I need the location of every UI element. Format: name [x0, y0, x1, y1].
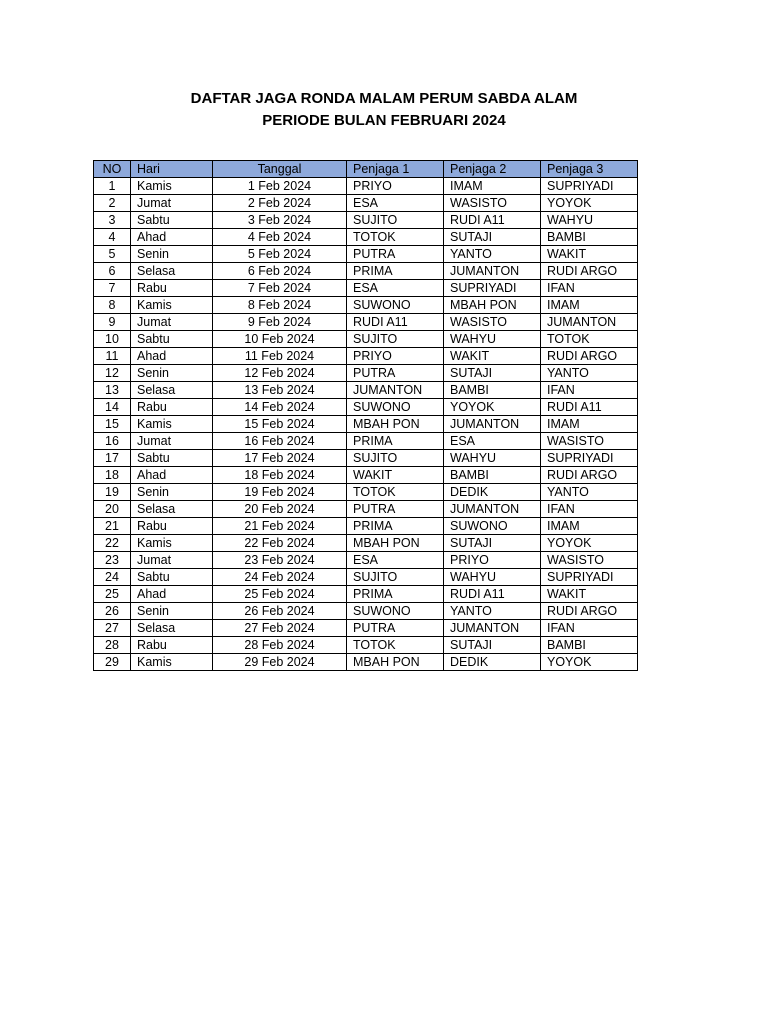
- cell-tanggal: 16 Feb 2024: [213, 433, 347, 450]
- cell-penjaga-1: PRIMA: [347, 433, 444, 450]
- table-row: [94, 280, 638, 297]
- cell-penjaga-2: DEDIK: [444, 654, 541, 671]
- cell-hari: Sabtu: [131, 569, 213, 586]
- cell-no: 28: [94, 637, 131, 654]
- cell-penjaga-2: RUDI A11: [444, 212, 541, 229]
- cell-penjaga-2: DEDIK: [444, 484, 541, 501]
- cell-penjaga-2: YANTO: [444, 246, 541, 263]
- roster-table-body: [94, 178, 638, 671]
- cell-hari: Senin: [131, 365, 213, 382]
- table-row: [94, 178, 638, 195]
- cell-no: 3: [94, 212, 131, 229]
- cell-penjaga-3: YANTO: [541, 365, 638, 382]
- cell-no: 8: [94, 297, 131, 314]
- table-row: [94, 229, 638, 246]
- cell-tanggal: 23 Feb 2024: [213, 552, 347, 569]
- cell-penjaga-1: PRIYO: [347, 348, 444, 365]
- cell-no: 19: [94, 484, 131, 501]
- cell-no: 25: [94, 586, 131, 603]
- cell-penjaga-3: WASISTO: [541, 552, 638, 569]
- cell-hari: Kamis: [131, 654, 213, 671]
- table-row: [94, 348, 638, 365]
- cell-hari: Kamis: [131, 416, 213, 433]
- cell-tanggal: 22 Feb 2024: [213, 535, 347, 552]
- cell-no: 11: [94, 348, 131, 365]
- cell-tanggal: 12 Feb 2024: [213, 365, 347, 382]
- cell-hari: Selasa: [131, 501, 213, 518]
- cell-penjaga-3: YOYOK: [541, 654, 638, 671]
- cell-no: 27: [94, 620, 131, 637]
- cell-hari: Ahad: [131, 467, 213, 484]
- table-row: [94, 246, 638, 263]
- table-row: [94, 586, 638, 603]
- table-row: [94, 637, 638, 654]
- cell-penjaga-1: TOTOK: [347, 484, 444, 501]
- cell-penjaga-3: IMAM: [541, 416, 638, 433]
- cell-penjaga-1: SUWONO: [347, 399, 444, 416]
- table-row: [94, 501, 638, 518]
- cell-penjaga-3: JUMANTON: [541, 314, 638, 331]
- cell-no: 29: [94, 654, 131, 671]
- cell-hari: Jumat: [131, 314, 213, 331]
- cell-penjaga-3: RUDI A11: [541, 399, 638, 416]
- cell-penjaga-1: PRIYO: [347, 178, 444, 195]
- cell-tanggal: 4 Feb 2024: [213, 229, 347, 246]
- cell-tanggal: 9 Feb 2024: [213, 314, 347, 331]
- cell-tanggal: 8 Feb 2024: [213, 297, 347, 314]
- document-subtitle: PERIODE BULAN FEBRUARI 2024: [262, 112, 506, 129]
- cell-penjaga-1: PUTRA: [347, 620, 444, 637]
- cell-tanggal: 7 Feb 2024: [213, 280, 347, 297]
- cell-hari: Jumat: [131, 552, 213, 569]
- cell-penjaga-2: PRIYO: [444, 552, 541, 569]
- cell-penjaga-3: SUPRIYADI: [541, 178, 638, 195]
- table-row: [94, 195, 638, 212]
- cell-penjaga-2: WAKIT: [444, 348, 541, 365]
- cell-penjaga-3: SUPRIYADI: [541, 450, 638, 467]
- cell-hari: Rabu: [131, 518, 213, 535]
- cell-penjaga-2: SUPRIYADI: [444, 280, 541, 297]
- cell-penjaga-2: YANTO: [444, 603, 541, 620]
- table-row: [94, 620, 638, 637]
- table-row: [94, 654, 638, 671]
- cell-penjaga-1: RUDI A11: [347, 314, 444, 331]
- cell-tanggal: 11 Feb 2024: [213, 348, 347, 365]
- cell-penjaga-2: WAHYU: [444, 569, 541, 586]
- cell-hari: Rabu: [131, 637, 213, 654]
- cell-penjaga-1: PUTRA: [347, 501, 444, 518]
- table-row: [94, 382, 638, 399]
- table-row: [94, 263, 638, 280]
- cell-hari: Selasa: [131, 620, 213, 637]
- header-penjaga-1: Penjaga 1: [347, 161, 444, 178]
- cell-tanggal: 18 Feb 2024: [213, 467, 347, 484]
- table-row: [94, 212, 638, 229]
- cell-hari: Kamis: [131, 535, 213, 552]
- cell-hari: Kamis: [131, 297, 213, 314]
- table-row: [94, 297, 638, 314]
- cell-hari: Ahad: [131, 229, 213, 246]
- cell-penjaga-3: SUPRIYADI: [541, 569, 638, 586]
- header-penjaga-3: Penjaga 3: [541, 161, 638, 178]
- cell-penjaga-3: WAKIT: [541, 246, 638, 263]
- cell-tanggal: 17 Feb 2024: [213, 450, 347, 467]
- cell-penjaga-2: BAMBI: [444, 467, 541, 484]
- cell-hari: Selasa: [131, 263, 213, 280]
- cell-tanggal: 26 Feb 2024: [213, 603, 347, 620]
- cell-no: 4: [94, 229, 131, 246]
- cell-no: 9: [94, 314, 131, 331]
- cell-penjaga-1: SUJITO: [347, 212, 444, 229]
- cell-tanggal: 10 Feb 2024: [213, 331, 347, 348]
- header-penjaga-2: Penjaga 2: [444, 161, 541, 178]
- cell-hari: Rabu: [131, 280, 213, 297]
- cell-penjaga-2: BAMBI: [444, 382, 541, 399]
- cell-no: 18: [94, 467, 131, 484]
- roster-table-header: [94, 161, 638, 178]
- cell-penjaga-3: YANTO: [541, 484, 638, 501]
- cell-penjaga-1: SUJITO: [347, 569, 444, 586]
- table-row: [94, 416, 638, 433]
- cell-tanggal: 2 Feb 2024: [213, 195, 347, 212]
- cell-penjaga-1: TOTOK: [347, 229, 444, 246]
- cell-hari: Rabu: [131, 399, 213, 416]
- cell-no: 7: [94, 280, 131, 297]
- cell-penjaga-3: RUDI ARGO: [541, 263, 638, 280]
- cell-no: 10: [94, 331, 131, 348]
- table-row: [94, 484, 638, 501]
- cell-no: 13: [94, 382, 131, 399]
- cell-penjaga-2: JUMANTON: [444, 501, 541, 518]
- cell-no: 12: [94, 365, 131, 382]
- table-row: [94, 331, 638, 348]
- cell-penjaga-1: PRIMA: [347, 263, 444, 280]
- cell-penjaga-1: TOTOK: [347, 637, 444, 654]
- cell-penjaga-3: WAKIT: [541, 586, 638, 603]
- cell-hari: Sabtu: [131, 450, 213, 467]
- cell-penjaga-1: PRIMA: [347, 586, 444, 603]
- cell-penjaga-3: TOTOK: [541, 331, 638, 348]
- cell-penjaga-1: MBAH PON: [347, 535, 444, 552]
- cell-penjaga-3: IFAN: [541, 501, 638, 518]
- cell-penjaga-2: SUTAJI: [444, 637, 541, 654]
- cell-penjaga-3: RUDI ARGO: [541, 467, 638, 484]
- cell-no: 20: [94, 501, 131, 518]
- cell-no: 23: [94, 552, 131, 569]
- cell-penjaga-3: BAMBI: [541, 637, 638, 654]
- cell-tanggal: 15 Feb 2024: [213, 416, 347, 433]
- cell-hari: Senin: [131, 484, 213, 501]
- cell-no: 6: [94, 263, 131, 280]
- cell-tanggal: 14 Feb 2024: [213, 399, 347, 416]
- cell-tanggal: 6 Feb 2024: [213, 263, 347, 280]
- cell-tanggal: 3 Feb 2024: [213, 212, 347, 229]
- table-row: [94, 399, 638, 416]
- cell-no: 26: [94, 603, 131, 620]
- cell-penjaga-1: ESA: [347, 280, 444, 297]
- cell-hari: Selasa: [131, 382, 213, 399]
- cell-penjaga-2: ESA: [444, 433, 541, 450]
- cell-penjaga-2: WASISTO: [444, 195, 541, 212]
- cell-penjaga-3: WASISTO: [541, 433, 638, 450]
- cell-tanggal: 21 Feb 2024: [213, 518, 347, 535]
- table-row: [94, 365, 638, 382]
- cell-hari: Sabtu: [131, 331, 213, 348]
- cell-penjaga-2: WASISTO: [444, 314, 541, 331]
- cell-penjaga-2: WAHYU: [444, 331, 541, 348]
- cell-penjaga-3: IFAN: [541, 620, 638, 637]
- cell-penjaga-1: SUWONO: [347, 297, 444, 314]
- cell-hari: Ahad: [131, 586, 213, 603]
- table-row: [94, 314, 638, 331]
- table-row: [94, 603, 638, 620]
- cell-penjaga-3: YOYOK: [541, 195, 638, 212]
- cell-no: 1: [94, 178, 131, 195]
- cell-penjaga-1: MBAH PON: [347, 654, 444, 671]
- header-tanggal: Tanggal: [213, 161, 347, 178]
- cell-no: 22: [94, 535, 131, 552]
- header-hari: Hari: [131, 161, 213, 178]
- cell-tanggal: 29 Feb 2024: [213, 654, 347, 671]
- cell-penjaga-1: SUWONO: [347, 603, 444, 620]
- cell-penjaga-2: RUDI A11: [444, 586, 541, 603]
- cell-hari: Jumat: [131, 195, 213, 212]
- cell-no: 2: [94, 195, 131, 212]
- cell-tanggal: 1 Feb 2024: [213, 178, 347, 195]
- cell-penjaga-3: IMAM: [541, 518, 638, 535]
- cell-no: 21: [94, 518, 131, 535]
- cell-penjaga-2: SUTAJI: [444, 229, 541, 246]
- table-row: [94, 467, 638, 484]
- cell-penjaga-2: JUMANTON: [444, 416, 541, 433]
- cell-penjaga-1: PUTRA: [347, 365, 444, 382]
- cell-penjaga-2: SUTAJI: [444, 365, 541, 382]
- table-row: [94, 450, 638, 467]
- cell-hari: Senin: [131, 603, 213, 620]
- cell-penjaga-2: SUTAJI: [444, 535, 541, 552]
- cell-hari: Sabtu: [131, 212, 213, 229]
- cell-penjaga-2: WAHYU: [444, 450, 541, 467]
- cell-no: 15: [94, 416, 131, 433]
- table-row: [94, 552, 638, 569]
- cell-no: 5: [94, 246, 131, 263]
- cell-penjaga-1: PUTRA: [347, 246, 444, 263]
- cell-hari: Jumat: [131, 433, 213, 450]
- cell-no: 16: [94, 433, 131, 450]
- cell-penjaga-1: MBAH PON: [347, 416, 444, 433]
- cell-penjaga-3: WAHYU: [541, 212, 638, 229]
- cell-tanggal: 13 Feb 2024: [213, 382, 347, 399]
- cell-tanggal: 20 Feb 2024: [213, 501, 347, 518]
- cell-no: 24: [94, 569, 131, 586]
- cell-hari: Senin: [131, 246, 213, 263]
- cell-tanggal: 28 Feb 2024: [213, 637, 347, 654]
- cell-penjaga-3: IMAM: [541, 297, 638, 314]
- cell-penjaga-3: IFAN: [541, 280, 638, 297]
- cell-penjaga-3: YOYOK: [541, 535, 638, 552]
- cell-penjaga-2: YOYOK: [444, 399, 541, 416]
- header-row: [94, 161, 638, 178]
- cell-penjaga-3: BAMBI: [541, 229, 638, 246]
- cell-penjaga-1: SUJITO: [347, 331, 444, 348]
- cell-tanggal: 19 Feb 2024: [213, 484, 347, 501]
- table-row: [94, 569, 638, 586]
- cell-no: 14: [94, 399, 131, 416]
- cell-penjaga-2: IMAM: [444, 178, 541, 195]
- cell-hari: Kamis: [131, 178, 213, 195]
- cell-penjaga-1: SUJITO: [347, 450, 444, 467]
- cell-penjaga-1: JUMANTON: [347, 382, 444, 399]
- table-row: [94, 518, 638, 535]
- cell-penjaga-2: SUWONO: [444, 518, 541, 535]
- cell-penjaga-2: JUMANTON: [444, 263, 541, 280]
- cell-penjaga-3: RUDI ARGO: [541, 603, 638, 620]
- cell-no: 17: [94, 450, 131, 467]
- cell-hari: Ahad: [131, 348, 213, 365]
- cell-penjaga-2: JUMANTON: [444, 620, 541, 637]
- document-title: DAFTAR JAGA RONDA MALAM PERUM SABDA ALAM: [190, 90, 578, 107]
- roster-table: [93, 160, 638, 671]
- cell-penjaga-3: RUDI ARGO: [541, 348, 638, 365]
- cell-penjaga-1: ESA: [347, 195, 444, 212]
- cell-tanggal: 5 Feb 2024: [213, 246, 347, 263]
- cell-penjaga-1: WAKIT: [347, 467, 444, 484]
- table-row: [94, 433, 638, 450]
- table-row: [94, 535, 638, 552]
- cell-penjaga-1: PRIMA: [347, 518, 444, 535]
- cell-tanggal: 24 Feb 2024: [213, 569, 347, 586]
- cell-penjaga-3: IFAN: [541, 382, 638, 399]
- cell-tanggal: 27 Feb 2024: [213, 620, 347, 637]
- cell-tanggal: 25 Feb 2024: [213, 586, 347, 603]
- cell-penjaga-2: MBAH PON: [444, 297, 541, 314]
- cell-penjaga-1: ESA: [347, 552, 444, 569]
- header-no: NO: [94, 161, 131, 178]
